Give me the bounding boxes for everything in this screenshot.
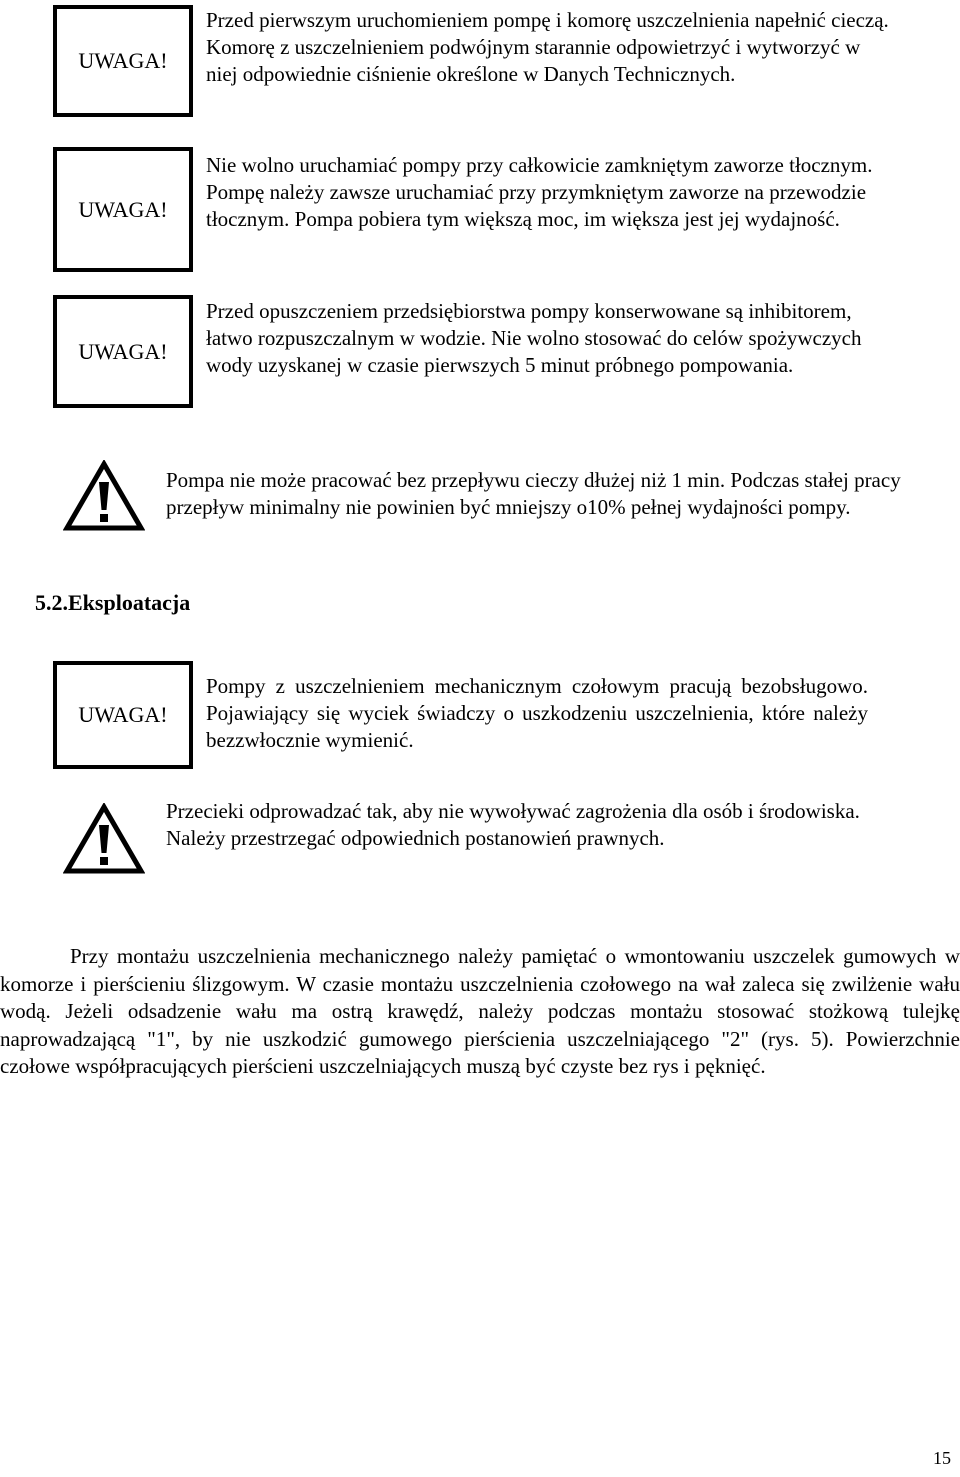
page-number: 15 bbox=[933, 1448, 951, 1468]
warning-triangle-icon bbox=[63, 460, 145, 532]
warning-triangle-icon bbox=[63, 803, 145, 875]
uwaga-box bbox=[53, 295, 193, 408]
uwaga-box bbox=[53, 661, 193, 769]
uwaga-box bbox=[53, 5, 193, 117]
uwaga-label: UWAGA! bbox=[78, 48, 168, 73]
notice-text: Nie wolno uruchamiać pompy przy całkowicie zamkniętym zaworze tłocznym. Pompę należy zawsze uruchamiać przy przymkniętym zaworze na przewodzie tłocznym. Pompa pobiera tym większą moc, im większa jest jej wydajność. bbox=[206, 153, 873, 231]
warning-text: Przecieki odprowadzać tak, aby nie wywoływać zagrożenia dla osób i środowiska. Należy przestrzegać odpowiednich postanowień prawnych. bbox=[166, 799, 860, 850]
uwaga-label: UWAGA! bbox=[78, 196, 168, 222]
notice-text: Przed pierwszym uruchomieniem pompę i komorę uszczelnienia napełnić cieczą. Komorę z uszczelnieniem podwójnym starannie odpowietrzyć i wytworzyć w niej odpowiednie ciśnienie określone w Danych Technicznych. bbox=[206, 8, 889, 86]
body-paragraph: Przy montażu uszczelnienia mechanicznego należy pamiętać o wmontowaniu uszczelek gumowych w komorze i pierścieniu ślizgowym. W czasie montażu uszczelnienia czołowego na wał zaleca się zwilżenie wału wodą. Jeżeli odsadzenie wału ma ostrą krawędź, należy podczas montażu stosować stożkową tulejkę naprowadzającą "1", by nie uszkodzić gumowego pierścienia uszczelniającego "2" (rys. 5). Powierzchnie czołowe współpracujących pierścieni uszczelniających muszą być czyste bez rys i pęknięć. bbox=[0, 944, 960, 1078]
uwaga-box bbox=[53, 147, 193, 272]
section-heading: 5.2.Eksploatacja bbox=[35, 590, 191, 615]
uwaga-label: UWAGA! bbox=[78, 702, 168, 727]
warning-text: Pompa nie może pracować bez przepływu cieczy dłużej niż 1 min. Podczas stałej pracy przepływ minimalny nie powinien być mniejszy o10% pełnej wydajności pompy. bbox=[166, 468, 901, 519]
notice-text: Przed opuszczeniem przedsiębiorstwa pompy konserwowane są inhibitorem, łatwo rozpuszczalnym w wodzie. Nie wolno stosować do celów spożywczych wody uzyskanej w czasie pierwszych 5 minut próbnego pompowania. bbox=[206, 299, 862, 377]
notice-text: Pompy z uszczelnieniem mechanicznym czołowym pracują bezobsługowo. Pojawiający się wyciek świadczy o uszkodzeniu uszczelnienia, które należy bezzwłocznie wymienić. bbox=[206, 674, 868, 752]
uwaga-label: UWAGA! bbox=[78, 338, 168, 364]
